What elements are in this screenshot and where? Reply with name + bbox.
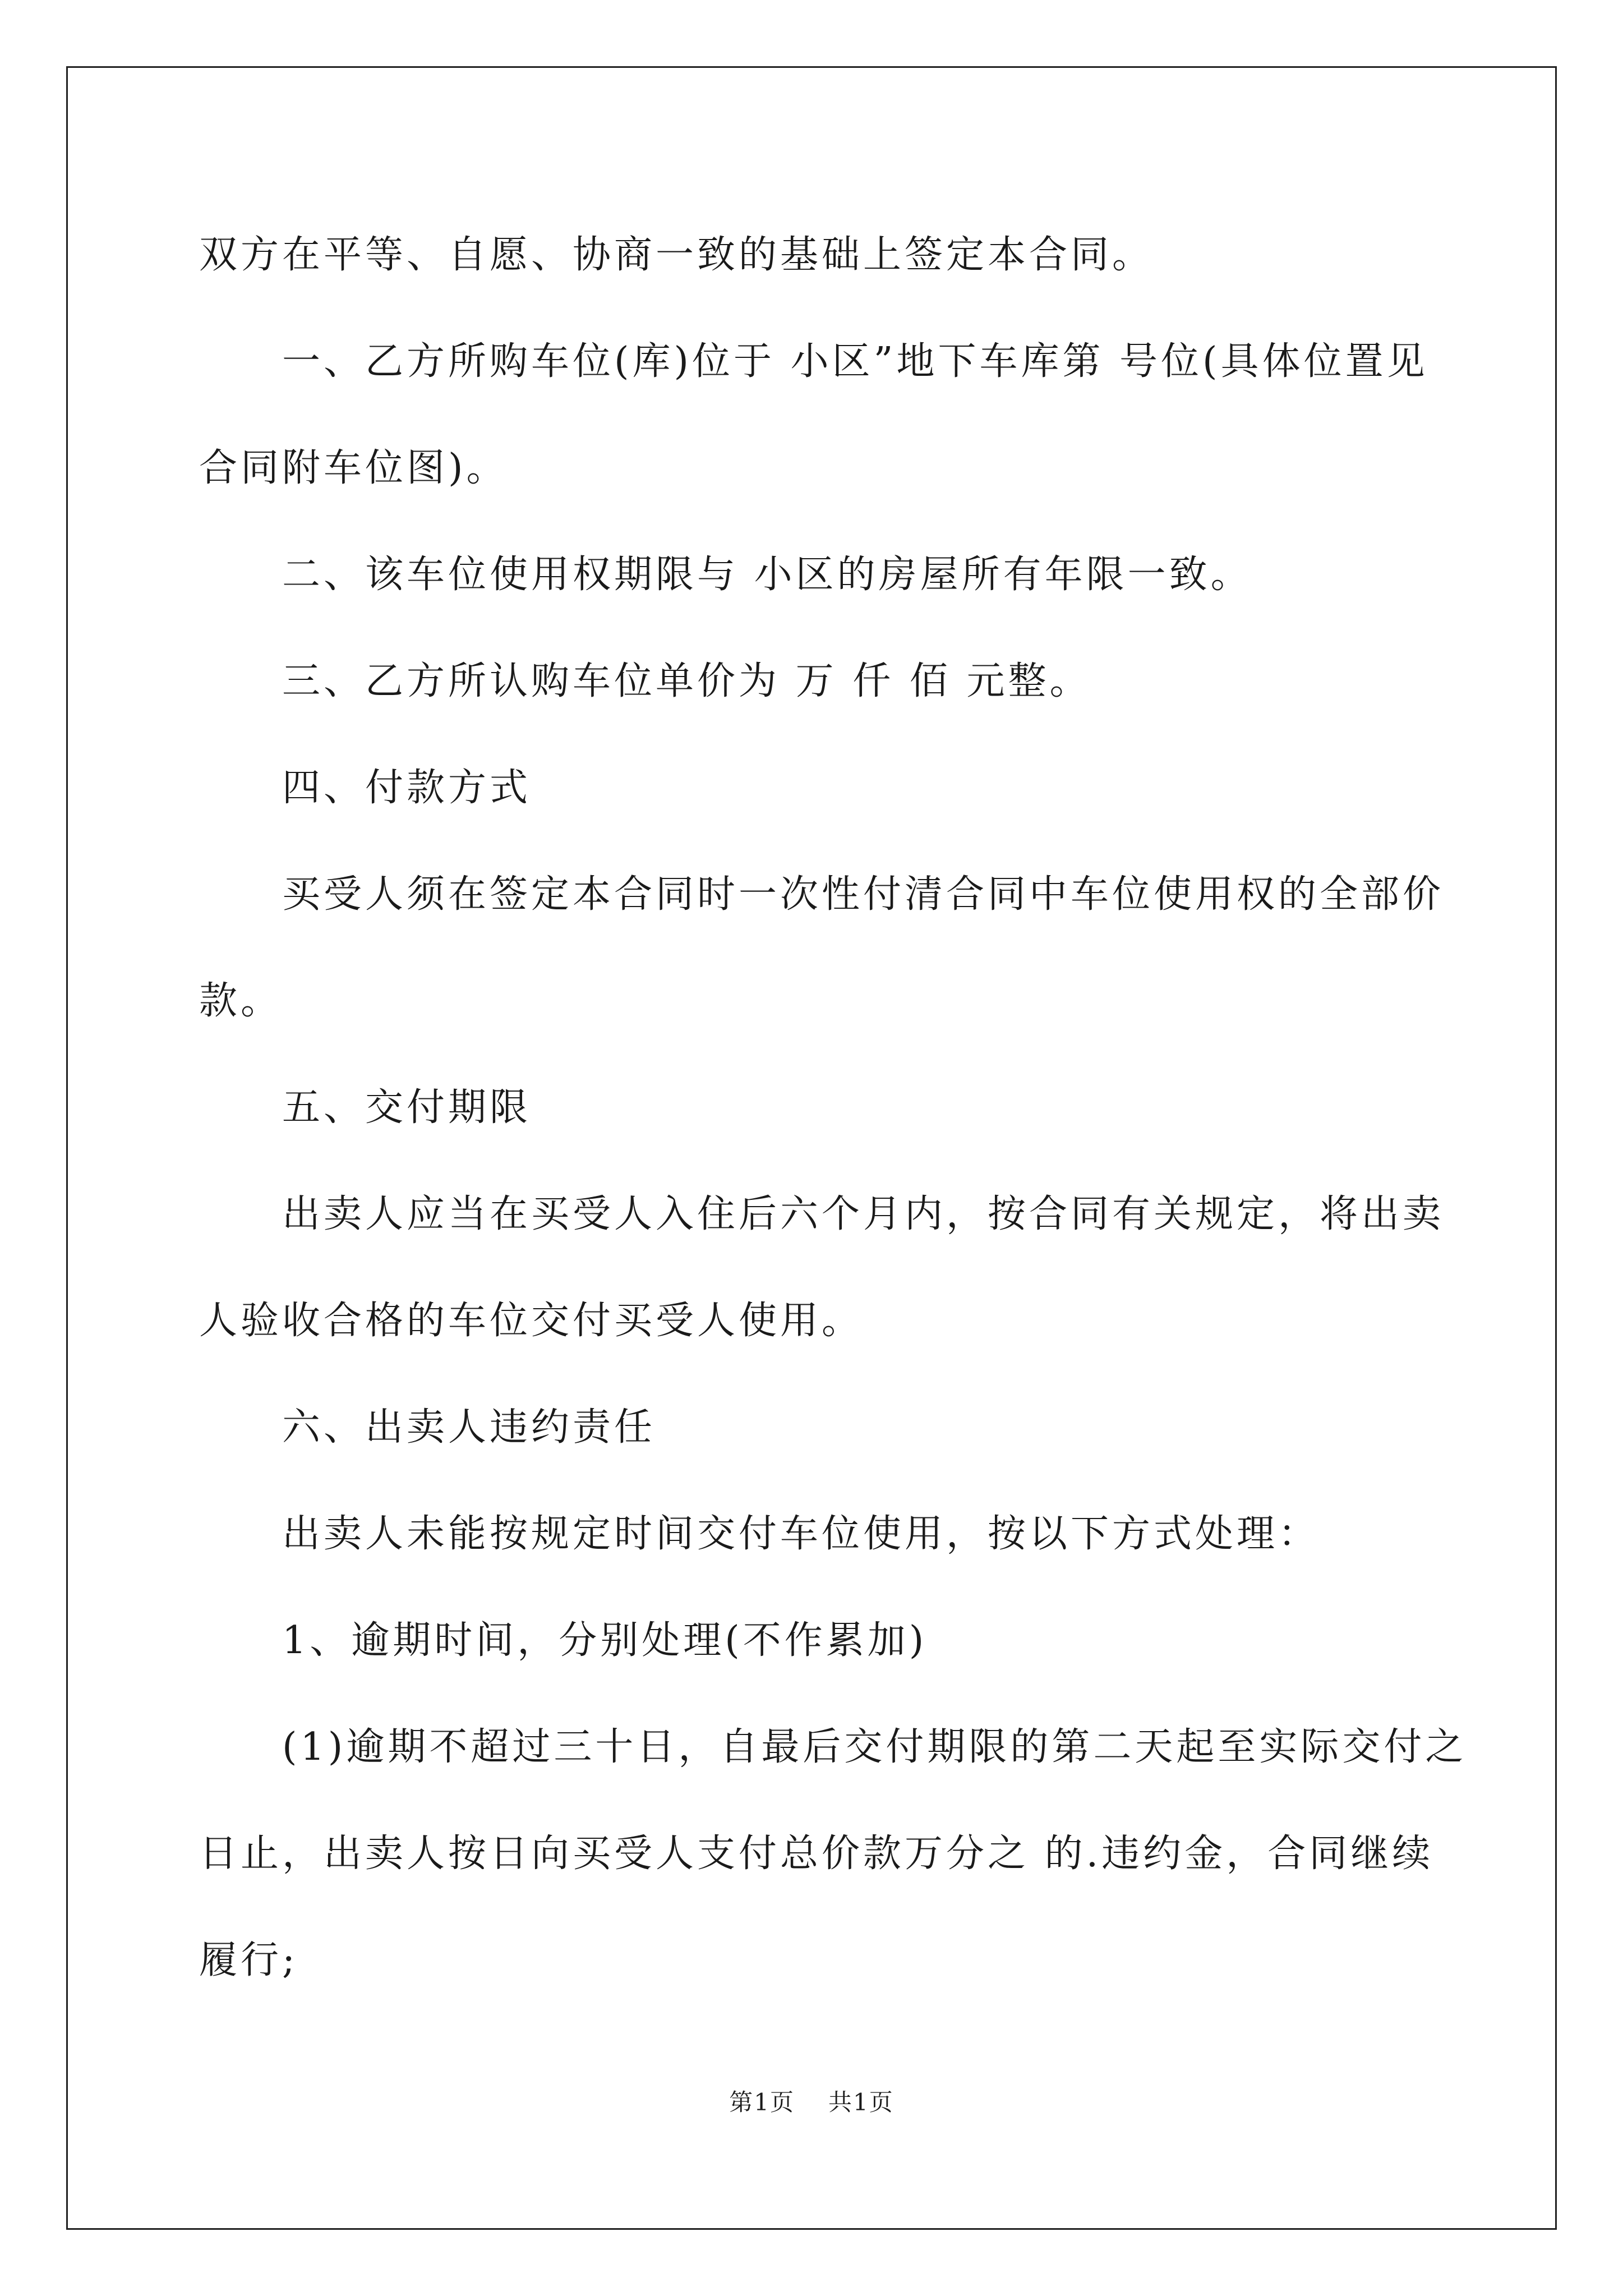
text-line-16: 日止，出卖人按日向买受人支付总价款万分之 的.违约金，合同继续 bbox=[199, 1832, 1434, 1876]
text-line-13: 出卖人未能按规定时间交付车位使用，按以下方式处理： bbox=[282, 1512, 1320, 1556]
document-body bbox=[199, 202, 1467, 2014]
page-total: 共1页 bbox=[828, 2088, 894, 2116]
text-line-2: 一、乙方所购车位(库)位于 小区”地下车库第 号位(具体位置见 bbox=[282, 339, 1428, 384]
page-footer bbox=[0, 2086, 1623, 2119]
text-line-8: 款。 bbox=[199, 979, 283, 1023]
text-line-7: 买受人须在签定本合同时一次性付清合同中车位使用权的全部价 bbox=[282, 872, 1445, 917]
text-line-4: 二、该车位使用权期限与 小区的房屋所有年限一致。 bbox=[282, 553, 1252, 597]
section-heading-delivery: 五、交付期限 bbox=[282, 1085, 532, 1130]
text-line-1: 双方在平等、自愿、协商一致的基础上签定本合同。 bbox=[199, 233, 1154, 277]
text-line-10: 出卖人应当在买受人入住后六个月内，按合同有关规定，将出卖 bbox=[282, 1192, 1445, 1236]
text-line-14: 1、逾期时间，分别处理(不作累加) bbox=[282, 1618, 928, 1663]
text-line-17: 履行; bbox=[199, 1938, 298, 1982]
text-line-15: (1)逾期不超过三十日，自最后交付期限的第二天起至实际交付之 bbox=[282, 1725, 1467, 1769]
section-heading-liability: 六、出卖人违约责任 bbox=[282, 1405, 656, 1450]
page-number: 第1页 bbox=[729, 2088, 795, 2116]
text-line-5: 三、乙方所认购车位单价为 万 仟 佰 元整。 bbox=[282, 659, 1091, 703]
text-line-3: 合同附车位图)。 bbox=[199, 446, 508, 490]
text-line-11: 人验收合格的车位交付买受人使用。 bbox=[199, 1299, 864, 1343]
section-heading-payment: 四、付款方式 bbox=[282, 766, 532, 810]
